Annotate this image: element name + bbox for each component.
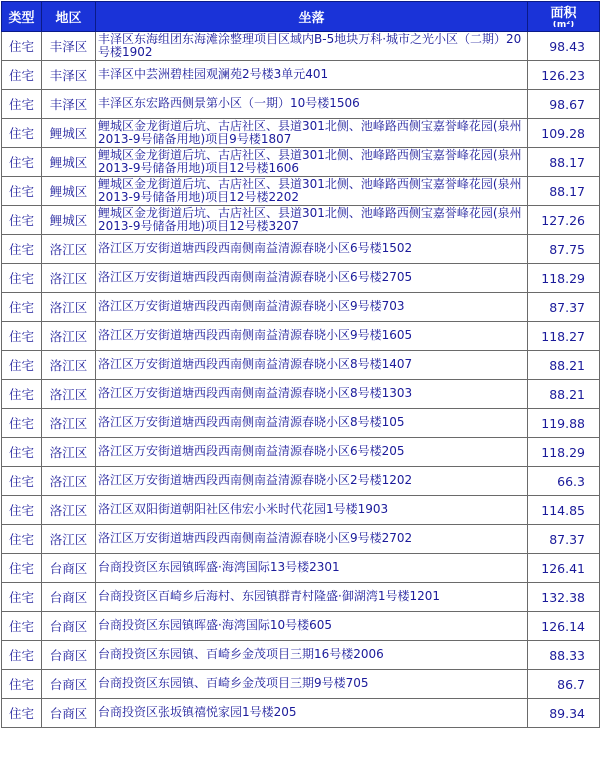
- cell-type: 住宅: [2, 177, 42, 206]
- cell-area: 丰泽区: [42, 90, 96, 119]
- cell-size: 86.7: [528, 670, 600, 699]
- cell-size: 88.21: [528, 351, 600, 380]
- cell-area: 洛江区: [42, 438, 96, 467]
- cell-location: 鲤城区金龙街道后坑、古店社区、县道301北侧、池峰路西侧宝嘉誉峰花园(泉州2013-9号储备用地)项目12号楼2202: [96, 177, 528, 206]
- table-row: [2, 612, 600, 641]
- table-row: [2, 206, 600, 235]
- table-row: [2, 293, 600, 322]
- cell-area: 丰泽区: [42, 32, 96, 61]
- cell-area: 鲤城区: [42, 177, 96, 206]
- header-area: 地区: [42, 2, 96, 32]
- cell-location: 台商投资区东园镇晖盛·海湾国际10号楼605: [96, 612, 528, 641]
- cell-size: 98.67: [528, 90, 600, 119]
- table-row: [2, 670, 600, 699]
- cell-location: 洛江区万安街道塘西段西南侧南益清源春晓小区8号楼1407: [96, 351, 528, 380]
- cell-size: 118.27: [528, 322, 600, 351]
- cell-type: 住宅: [2, 119, 42, 148]
- cell-area: 洛江区: [42, 264, 96, 293]
- cell-type: 住宅: [2, 61, 42, 90]
- cell-location: 台商投资区东园镇晖盛·海湾国际13号楼2301: [96, 554, 528, 583]
- cell-size: 126.14: [528, 612, 600, 641]
- cell-area: 洛江区: [42, 351, 96, 380]
- cell-size: 118.29: [528, 264, 600, 293]
- listing-table: [1, 1, 600, 728]
- cell-size: 88.33: [528, 641, 600, 670]
- cell-location: 洛江区万安街道塘西段西南侧南益清源春晓小区2号楼1202: [96, 467, 528, 496]
- cell-area: 洛江区: [42, 322, 96, 351]
- cell-type: 住宅: [2, 670, 42, 699]
- cell-size: 88.17: [528, 148, 600, 177]
- table-row: [2, 583, 600, 612]
- cell-area: 台商区: [42, 583, 96, 612]
- table-row: [2, 641, 600, 670]
- table-row: [2, 438, 600, 467]
- cell-size: 88.17: [528, 177, 600, 206]
- header-row: [2, 2, 600, 32]
- cell-size: 119.88: [528, 409, 600, 438]
- cell-area: 鲤城区: [42, 119, 96, 148]
- cell-size: 114.85: [528, 496, 600, 525]
- cell-size: 88.21: [528, 380, 600, 409]
- cell-type: 住宅: [2, 235, 42, 264]
- cell-type: 住宅: [2, 206, 42, 235]
- cell-area: 鲤城区: [42, 206, 96, 235]
- cell-area: 台商区: [42, 612, 96, 641]
- header-location: 坐落: [96, 2, 528, 32]
- cell-area: 洛江区: [42, 467, 96, 496]
- table-row: [2, 177, 600, 206]
- cell-type: 住宅: [2, 264, 42, 293]
- cell-location: 洛江区万安街道塘西段西南侧南益清源春晓小区6号楼1502: [96, 235, 528, 264]
- cell-type: 住宅: [2, 322, 42, 351]
- cell-type: 住宅: [2, 380, 42, 409]
- cell-type: 住宅: [2, 90, 42, 119]
- cell-area: 台商区: [42, 699, 96, 728]
- cell-location: 台商投资区百崎乡后海村、东园镇群青村隆盛·御湖湾1号楼1201: [96, 583, 528, 612]
- table-row: [2, 554, 600, 583]
- cell-area: 洛江区: [42, 496, 96, 525]
- cell-location: 丰泽区东宏路西侧景第小区（一期）10号楼1506: [96, 90, 528, 119]
- cell-size: 87.37: [528, 293, 600, 322]
- header-size: 面积: [550, 6, 577, 21]
- table-row: [2, 264, 600, 293]
- cell-size: 118.29: [528, 438, 600, 467]
- cell-type: 住宅: [2, 409, 42, 438]
- table-row: [2, 148, 600, 177]
- cell-area: 洛江区: [42, 293, 96, 322]
- cell-location: 洛江区万安街道塘西段西南侧南益清源春晓小区9号楼703: [96, 293, 528, 322]
- table-row: [2, 380, 600, 409]
- cell-size: 132.38: [528, 583, 600, 612]
- cell-type: 住宅: [2, 32, 42, 61]
- cell-location: 台商投资区东园镇、百崎乡金茂项目三期16号楼2006: [96, 641, 528, 670]
- table-row: [2, 467, 600, 496]
- cell-type: 住宅: [2, 641, 42, 670]
- cell-location: 洛江区双阳街道朝阳社区伟宏小米时代花园1号楼1903: [96, 496, 528, 525]
- cell-size: 126.23: [528, 61, 600, 90]
- table-row: [2, 496, 600, 525]
- cell-location: 鲤城区金龙街道后坑、古店社区、县道301北侧、池峰路西侧宝嘉誉峰花园(泉州2013-9号储备用地)项目9号楼1807: [96, 119, 528, 148]
- cell-location: 洛江区万安街道塘西段西南侧南益清源春晓小区9号楼1605: [96, 322, 528, 351]
- table-row: [2, 32, 600, 61]
- table-row: [2, 409, 600, 438]
- cell-area: 台商区: [42, 641, 96, 670]
- cell-type: 住宅: [2, 496, 42, 525]
- cell-location: 洛江区万安街道塘西段西南侧南益清源春晓小区8号楼1303: [96, 380, 528, 409]
- table-row: [2, 119, 600, 148]
- cell-location: 台商投资区东园镇、百崎乡金茂项目三期9号楼705: [96, 670, 528, 699]
- cell-location: 洛江区万安街道塘西段西南侧南益清源春晓小区9号楼2702: [96, 525, 528, 554]
- cell-location: 丰泽区东海组团东海滩涂整理项目区域内B-5地块万科·城市之光小区（二期）20号楼1902: [96, 32, 528, 61]
- cell-area: 洛江区: [42, 409, 96, 438]
- cell-size: 98.43: [528, 32, 600, 61]
- cell-size: 127.26: [528, 206, 600, 235]
- header-size-unit: (m²): [552, 21, 575, 27]
- cell-size: 109.28: [528, 119, 600, 148]
- table-row: [2, 351, 600, 380]
- cell-area: 洛江区: [42, 380, 96, 409]
- table-row: [2, 235, 600, 264]
- cell-location: 洛江区万安街道塘西段西南侧南益清源春晓小区6号楼205: [96, 438, 528, 467]
- cell-location: 鲤城区金龙街道后坑、古店社区、县道301北侧、池峰路西侧宝嘉誉峰花园(泉州2013-9号储备用地)项目12号楼3207: [96, 206, 528, 235]
- header-size-cell: [528, 2, 600, 32]
- cell-location: 洛江区万安街道塘西段西南侧南益清源春晓小区6号楼2705: [96, 264, 528, 293]
- cell-size: 87.75: [528, 235, 600, 264]
- cell-type: 住宅: [2, 438, 42, 467]
- cell-area: 台商区: [42, 670, 96, 699]
- cell-location: 洛江区万安街道塘西段西南侧南益清源春晓小区8号楼105: [96, 409, 528, 438]
- table-row: [2, 322, 600, 351]
- cell-type: 住宅: [2, 351, 42, 380]
- cell-type: 住宅: [2, 699, 42, 728]
- cell-size: 87.37: [528, 525, 600, 554]
- cell-size: 66.3: [528, 467, 600, 496]
- cell-area: 洛江区: [42, 525, 96, 554]
- cell-type: 住宅: [2, 525, 42, 554]
- cell-type: 住宅: [2, 612, 42, 641]
- cell-type: 住宅: [2, 467, 42, 496]
- cell-size: 126.41: [528, 554, 600, 583]
- cell-location: 鲤城区金龙街道后坑、古店社区、县道301北侧、池峰路西侧宝嘉誉峰花园(泉州2013-9号储备用地)项目12号楼1606: [96, 148, 528, 177]
- cell-location: 台商投资区张坂镇禧悦家园1号楼205: [96, 699, 528, 728]
- cell-location: 丰泽区中芸洲碧桂园观澜苑2号楼3单元401: [96, 61, 528, 90]
- cell-area: 洛江区: [42, 235, 96, 264]
- table-row: [2, 699, 600, 728]
- cell-area: 鲤城区: [42, 148, 96, 177]
- table-row: [2, 90, 600, 119]
- table-row: [2, 61, 600, 90]
- cell-area: 丰泽区: [42, 61, 96, 90]
- cell-size: 89.34: [528, 699, 600, 728]
- cell-type: 住宅: [2, 583, 42, 612]
- table-row: [2, 525, 600, 554]
- cell-area: 台商区: [42, 554, 96, 583]
- cell-type: 住宅: [2, 554, 42, 583]
- header-type: 类型: [2, 2, 42, 32]
- cell-type: 住宅: [2, 148, 42, 177]
- cell-type: 住宅: [2, 293, 42, 322]
